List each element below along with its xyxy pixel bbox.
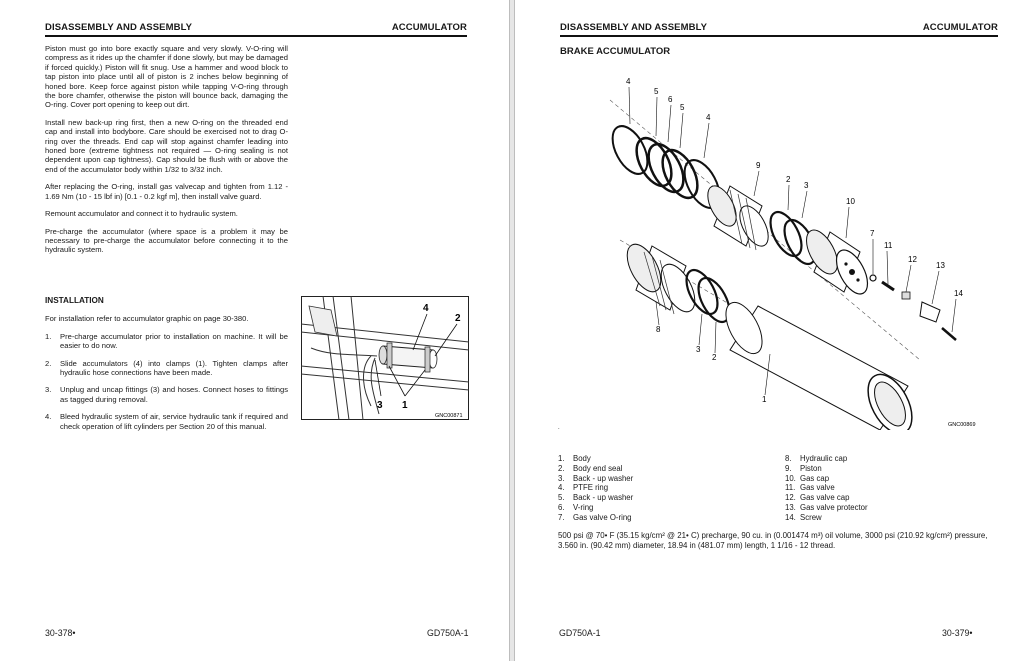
callout-label: 1 bbox=[762, 395, 767, 404]
legend-item: 4. PTFE ring bbox=[558, 483, 609, 493]
step-text: Unplug and uncap fittings (3) and hoses. Connect hoses to fittings as tagged during removal. bbox=[60, 385, 288, 404]
callout-1: 1 bbox=[402, 400, 408, 411]
legend-item: 9. Piston bbox=[785, 463, 822, 473]
step-number: 3. bbox=[45, 385, 52, 395]
callout-label: 2 bbox=[786, 175, 791, 184]
step-text: Pre-charge accumulator prior to installation on machine. It will be easier to do now. bbox=[60, 331, 288, 351]
header-section-title: DISASSEMBLY AND ASSEMBLY bbox=[560, 22, 708, 33]
legend-item: 12. Gas valve cap bbox=[785, 493, 850, 503]
step-text: Bleed hydraulic system of air, service hydraulic tank if required and check operation of lift cylinders per Section 20 of this manual. bbox=[60, 412, 288, 431]
callout-label: 3 bbox=[804, 181, 809, 190]
figure-code: GNC00871 bbox=[435, 413, 463, 419]
brake-accumulator-exploded-figure bbox=[590, 70, 982, 430]
callout-label: 5 bbox=[680, 103, 685, 112]
callout-label: 14 bbox=[954, 289, 963, 298]
accumulator-body-part bbox=[718, 297, 920, 430]
installation-section bbox=[45, 296, 288, 439]
left-page-header bbox=[45, 21, 467, 37]
legend-item: 3. Back - up washer bbox=[558, 473, 634, 483]
legend-item: 10. Gas cap bbox=[785, 473, 830, 483]
accumulator-specification: 500 psi @ 70• F (35.15 kg/cm² @ 21• C) precharge, 90 cu. in (0.001474 m³) oil volume, 3000 psi (210.92 kg/cm²) pressure, 3.560 in. (90.42 mm) diameter, 18.94 in (481.07 mm) length, 1 1/16 - 12 thread. bbox=[558, 531, 988, 550]
callout-4: 4 bbox=[423, 303, 429, 314]
callout-label: 7 bbox=[870, 229, 875, 238]
installation-figure bbox=[301, 296, 469, 420]
callout-3: 3 bbox=[377, 400, 383, 411]
legend-item: 1. Body bbox=[558, 454, 591, 463]
piston-part bbox=[702, 181, 774, 250]
figure-subtitle: BRAKE ACCUMULATOR bbox=[560, 46, 671, 57]
left-page bbox=[0, 0, 510, 661]
callout-label: 12 bbox=[908, 255, 917, 264]
legend-item: 8. Hydraulic cap bbox=[785, 454, 848, 463]
step-number: 1. bbox=[45, 331, 52, 341]
paragraph-piston: Piston must go into bore exactly square and very slowly. V-O-ring will compress as it rides up the chamfer if done slowly, but may be damaged if forced quickly.) Piston will fit snug. Use a hammer and wood block to tap piston into place until all of piston is 2 inches below beginning of honed bore. Keep force against piston while tapping V-O-ring through the bore chamfer, otherwise the piston will bounce back, damaging the O-ring. Cover port opening to keep out dirt. bbox=[45, 44, 288, 110]
left-page-number: 30-378• bbox=[45, 628, 76, 638]
legend-item: 6. V-ring bbox=[558, 502, 594, 512]
installation-intro: For installation refer to accumulator graphic on page 30-380. bbox=[45, 314, 249, 324]
legend-item: 11. Gas valve bbox=[785, 483, 835, 493]
paragraph-backup-ring: Install new back-up ring first, then a new O-ring on the threaded end cap and install into bodybore. Care should be exercised not to drag O-ring over the threads. End cap will stop against chamfer leading into honed bore (extreme tightness not required — O-ring sealing is not dependent upon cap tightness). Cap should be flush with or above the end of the accumulator body within 1/32 to 3/32 inch. bbox=[45, 117, 288, 174]
figure-code: GNC00869 bbox=[948, 422, 976, 428]
legend-item: 2. Body end seal bbox=[558, 463, 623, 473]
callout-label: 5 bbox=[654, 87, 659, 96]
header-component-title: ACCUMULATOR bbox=[922, 22, 998, 33]
paragraph-gas-valve: After replacing the O-ring, install gas valvecap and tighten from 1.12 - 1.69 Nm (10 - 15 lbf in) [0.1 - 0.2 kgf m], then install valve guard. bbox=[45, 182, 288, 201]
header-section-title: DISASSEMBLY AND ASSEMBLY bbox=[45, 22, 193, 33]
parts-legend-right bbox=[785, 454, 868, 523]
callout-label: 10 bbox=[846, 197, 855, 206]
callout-label: 8 bbox=[656, 325, 661, 334]
legend-item: 14. Screw bbox=[785, 512, 822, 522]
callout-label: 9 bbox=[756, 161, 761, 170]
installation-step bbox=[45, 412, 288, 431]
callout-label: 13 bbox=[936, 261, 945, 270]
installation-heading: INSTALLATION bbox=[45, 296, 104, 305]
parts-legend-left bbox=[558, 454, 633, 523]
left-body-text bbox=[45, 44, 288, 263]
installation-step bbox=[45, 359, 288, 378]
legend-item: 7. Gas valve O-ring bbox=[558, 512, 632, 522]
paragraph-remount: Remount accumulator and connect it to hydraulic system. bbox=[45, 209, 238, 219]
callout-label: 2 bbox=[712, 353, 717, 362]
callout-label: 11 bbox=[884, 241, 893, 250]
small-mark: . bbox=[558, 425, 560, 431]
right-page-header bbox=[560, 21, 998, 37]
installation-step bbox=[45, 385, 288, 404]
hydraulic-cap-part bbox=[620, 239, 701, 317]
installation-step bbox=[45, 332, 288, 351]
right-model-code: GD750A-1 bbox=[559, 628, 601, 638]
legend-item: 13. Gas valve protector bbox=[785, 502, 868, 512]
callout-label: 6 bbox=[668, 95, 673, 104]
callout-label: 4 bbox=[626, 77, 631, 86]
callout-label: 3 bbox=[696, 345, 701, 354]
legend-item: 5. Back - up washer bbox=[558, 493, 634, 503]
callout-2: 2 bbox=[455, 313, 461, 324]
paragraph-precharge: Pre-charge the accumulator (where space is a problem it may be necessary to pre-charge the accumulator before connecting it to the hydraulic system. bbox=[45, 226, 288, 255]
left-model-code: GD750A-1 bbox=[427, 628, 469, 638]
step-number: 2. bbox=[45, 358, 52, 368]
callout-label: 4 bbox=[706, 113, 711, 122]
header-component-title: ACCUMULATOR bbox=[391, 22, 467, 33]
right-page-number: 30-379• bbox=[942, 628, 973, 638]
step-text: Slide accumulators (4) into clamps (1). Tighten clamps after hydraulic hose connections have been made. bbox=[60, 358, 288, 378]
step-number: 4. bbox=[45, 412, 52, 422]
